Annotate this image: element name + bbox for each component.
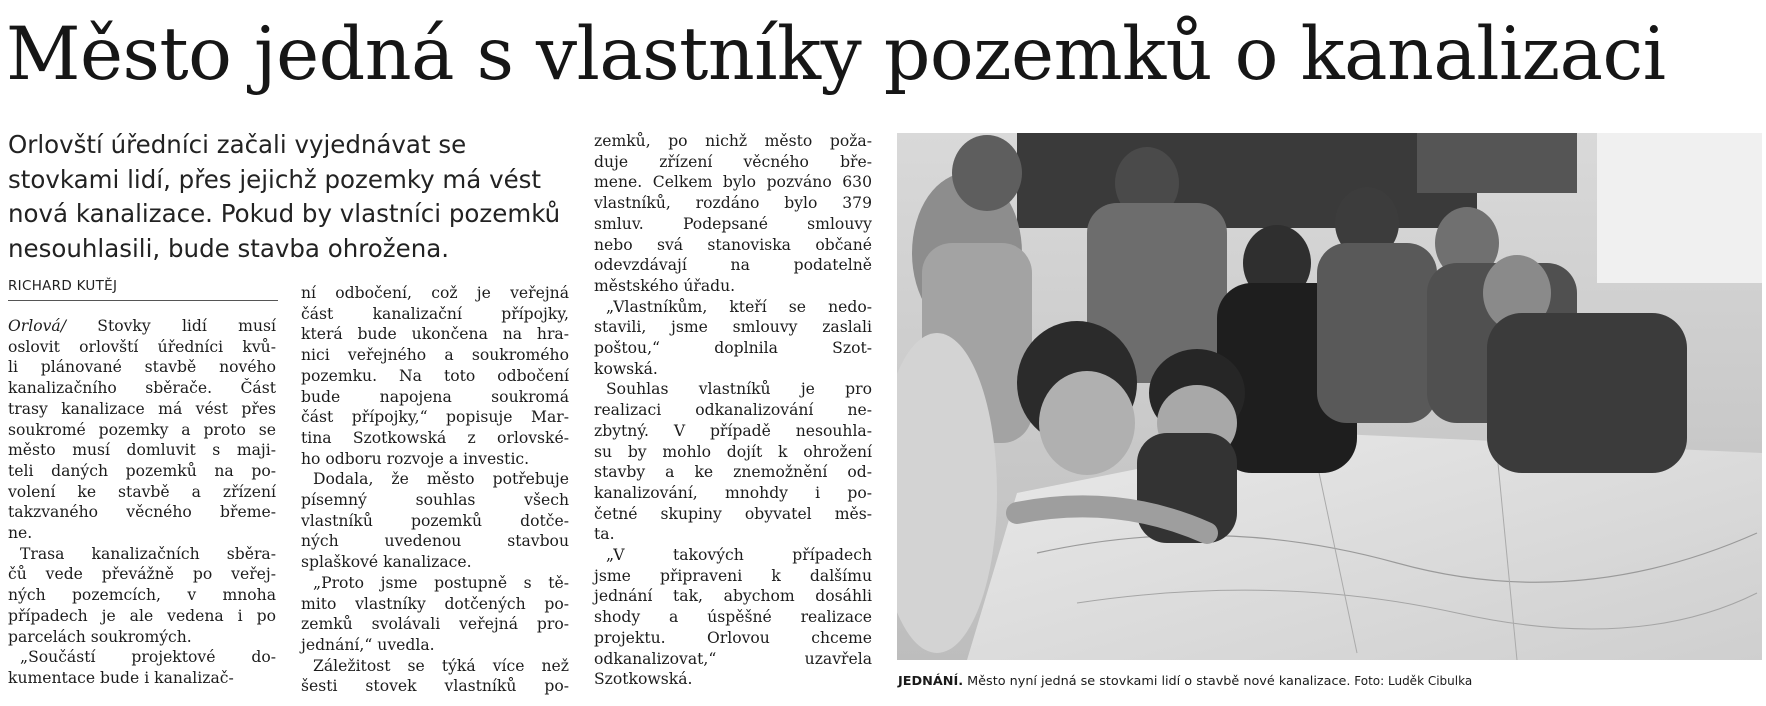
article-line: ných pozemcích, v mnoha [8,586,276,605]
caption-credit: Foto: Luděk Cibulka [1350,674,1473,688]
lead-line: nesouhlasili, bude stavba ohrožena. [8,233,450,263]
lead-line: stovkami lidí, přes jejichž pozemky má vést [8,164,542,194]
dateline: Orlová/ [8,317,66,335]
article-column-1 [8,316,276,689]
article-line: realizaci odkanalizování ne- [594,401,872,420]
article-line: stavili, jsme smlouvy zaslali [594,318,872,337]
article-line: kanalizačního sběrače. Část [8,379,276,398]
caption-label: JEDNÁNÍ. [898,674,964,689]
headline: Město jedná s vlastníky pozemků o kanalizaci [6,12,1666,97]
article-line: jednání tak, abychom dosáhli [594,587,872,606]
article-line: zbytný. V případě nesouhla- [594,421,872,440]
article-line: nici veřejného a soukromého [301,346,569,365]
article-column-2 [301,283,569,697]
article-line: ní odbočení, což je veřejná [301,284,569,302]
article-line: mene. Celkem bylo pozváno 630 [594,173,872,192]
article-line: bude napojena soukromá [301,387,569,406]
article-line: projektu. Orlovou chceme [594,628,872,647]
article-line: li plánované stavbě nového [8,358,276,377]
article-line-text: Stovky lidí musí [65,317,276,335]
article-line: vlastníků pozemků dotče- [301,511,569,530]
article-line: zemků svolávali veřejná pro- [301,615,569,634]
article-line: písemný souhlas všech [301,491,569,510]
article-line: část kanalizační přípojky, [301,304,569,323]
article-line: smluv. Podepsané smlouvy [594,214,872,233]
article-line: kanalizování, mnohdy i po- [594,483,872,502]
lead-paragraph [8,128,561,266]
article-line: zemků, po nichž město poža- [594,132,872,150]
article-line: „V takových případech [606,546,872,565]
article-line: volení ke stavbě a zřízení [8,482,276,501]
article-line: Szotkowská. [594,670,693,689]
article-line: splaškové kanalizace. [301,553,472,572]
article-line: která bude ukončena na hra- [301,325,569,344]
article-line: stavby a ke znemožnění od- [594,463,872,482]
lead-line: Orlovští úředníci začali vyjednávat se [8,130,467,159]
article-line: ho odboru rozvoje a investic. [301,449,530,468]
article-line: duje zřízení věcného bře- [594,152,872,171]
article-line: jsme připraveni k dalšímu [594,566,872,585]
article-line: pozemku. Na toto odbočení [301,366,569,385]
article-line: městského úřadu. [594,276,736,295]
article-line: vlastníků, rozdáno bylo 379 [594,194,872,213]
article-line: město musí domluvit s maji- [8,441,276,460]
article-line: odkanalizovat,“ uzavřela [594,649,872,668]
article-line: čů vede převážně po veřej- [8,565,276,584]
article-line [8,316,276,337]
article-line: četné skupiny obyvatel měs- [594,504,872,523]
caption-text: Město nyní jedná se stovkami lidí o stavbě nové kanalizace. [963,674,1351,689]
article-line: teli daných pozemků na po- [8,461,276,480]
article-line: šesti stovek vlastníků po- [301,677,569,696]
article-line: případech je ale vedena i po [8,606,276,625]
article-line: Záležitost se týká více než [313,656,569,675]
article-line: ta. [594,525,615,544]
article-line: kumentace bude i kanalizač- [8,668,234,687]
article-line: soukromé pozemky a proto se [8,420,276,439]
article-line: su by mohlo dojít k ohrožení [594,442,872,461]
article-line: takzvaného věcného břeme- [8,503,276,522]
article-line: kowská. [594,359,658,378]
photo-caption [898,674,1764,689]
article-line: nebo svá stanoviska občané [594,235,872,254]
article-line: „Proto jsme postupně s tě- [313,573,569,592]
article-line: shody a úspěšné realizace [594,608,872,627]
author-byline: RICHARD KUTĚJ [8,278,278,301]
article-line: Trasa kanalizačních sběra- [20,544,276,563]
article-line: poštou,“ doplnila Szot- [594,339,872,358]
news-photo [897,133,1762,660]
lead-line: nová kanalizace. Pokud by vlastníci pozemků [8,199,561,228]
article-line: ných uvedenou stavbou [301,532,569,551]
article-line: část přípojky,“ popisuje Mar- [301,408,569,427]
article-line: jednání,“ uvedla. [301,635,435,654]
article-line: ne. [8,524,33,543]
article-line: Dodala, že město potřebuje [313,470,569,489]
article-line: tina Szotkowská z orlovské- [301,428,569,447]
article-line: oslovit orlovští úředníci kvů- [8,337,276,356]
article-line: trasy kanalizace má vést přes [8,399,276,418]
article-line: Souhlas vlastníků je pro [606,380,872,399]
article-line: parcelách soukromých. [8,627,192,646]
article-line: „Vlastníkům, kteří se nedo- [606,297,872,316]
article-line: odevzdávají na podatelně [594,256,872,275]
article-column-3 [594,131,872,690]
article-line: „Součástí projektové do- [20,648,276,667]
photo-people-over-map [897,133,1762,660]
article-line: mito vlastníky dotčených po- [301,594,569,613]
